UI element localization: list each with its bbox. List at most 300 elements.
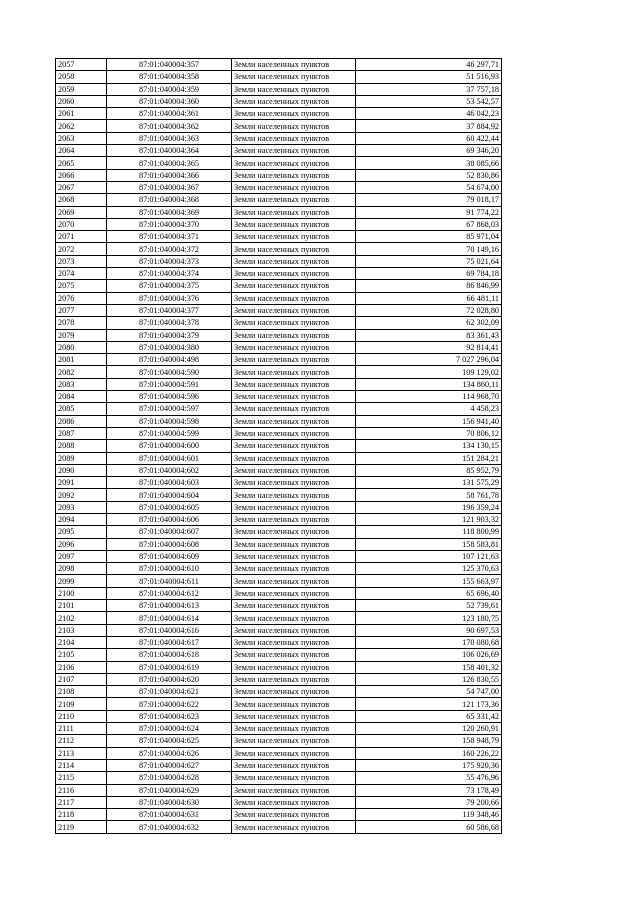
cadastral-number-cell: 87:01:040004:609 [107, 550, 232, 562]
land-category-cell: Земли населенных пунктов [232, 747, 356, 759]
table-row [56, 243, 502, 255]
land-category-cell: Земли населенных пунктов [232, 169, 356, 181]
row-number-cell: 2074 [56, 268, 107, 280]
land-category-cell: Земли населенных пунктов [232, 796, 356, 808]
row-number-cell: 2106 [56, 661, 107, 673]
table-row [56, 403, 502, 415]
cadastral-number-cell: 87:01:040004:376 [107, 292, 232, 304]
row-number-cell: 2086 [56, 415, 107, 427]
cadastral-value-cell: 114 968,70 [356, 391, 502, 403]
cadastral-number-cell: 87:01:040004:610 [107, 563, 232, 575]
cadastral-number-cell: 87:01:040004:373 [107, 255, 232, 267]
cadastral-value-cell: 85 971,04 [356, 231, 502, 243]
row-number-cell: 2096 [56, 538, 107, 550]
cadastral-value-cell: 160 226,22 [356, 747, 502, 759]
cadastral-number-cell: 87:01:040004:607 [107, 526, 232, 538]
row-number-cell: 2063 [56, 132, 107, 144]
cadastral-number-cell: 87:01:040004:616 [107, 624, 232, 636]
cadastral-number-cell: 87:01:040004:498 [107, 354, 232, 366]
cadastral-value-cell: 91 774,22 [356, 206, 502, 218]
land-category-cell: Земли населенных пунктов [232, 563, 356, 575]
cadastral-value-cell: 121 903,32 [356, 513, 502, 525]
cadastral-value-cell: 51 516,93 [356, 71, 502, 83]
land-category-cell: Земли населенных пунктов [232, 206, 356, 218]
table-body [56, 59, 502, 834]
row-number-cell: 2104 [56, 636, 107, 648]
land-category-cell: Земли населенных пунктов [232, 772, 356, 784]
table-row [56, 268, 502, 280]
table-row [56, 710, 502, 722]
cadastral-number-cell: 87:01:040004:358 [107, 71, 232, 83]
land-category-cell: Земли населенных пунктов [232, 354, 356, 366]
table-row [56, 218, 502, 230]
table-row [56, 575, 502, 587]
cadastral-value-cell: 75 021,64 [356, 255, 502, 267]
land-category-cell: Земли населенных пунктов [232, 243, 356, 255]
cadastral-value-table [55, 58, 502, 834]
land-category-cell: Земли населенных пунктов [232, 538, 356, 550]
table-row [56, 132, 502, 144]
table-row [56, 464, 502, 476]
cadastral-value-cell: 109 129,02 [356, 366, 502, 378]
cadastral-number-cell: 87:01:040004:365 [107, 157, 232, 169]
cadastral-value-cell: 54 747,00 [356, 686, 502, 698]
cadastral-value-cell: 60 586,68 [356, 821, 502, 833]
land-category-cell: Земли населенных пунктов [232, 624, 356, 636]
cadastral-value-cell: 79 018,17 [356, 194, 502, 206]
cadastral-number-cell: 87:01:040004:608 [107, 538, 232, 550]
land-category-cell: Земли населенных пунктов [232, 600, 356, 612]
row-number-cell: 2057 [56, 59, 107, 71]
land-category-cell: Земли населенных пунктов [232, 194, 356, 206]
cadastral-number-cell: 87:01:040004:623 [107, 710, 232, 722]
land-category-cell: Земли населенных пунктов [232, 649, 356, 661]
table-row [56, 329, 502, 341]
row-number-cell: 2101 [56, 600, 107, 612]
row-number-cell: 2110 [56, 710, 107, 722]
cadastral-value-cell: 69 346,20 [356, 145, 502, 157]
cadastral-number-cell: 87:01:040004:364 [107, 145, 232, 157]
table-row [56, 440, 502, 452]
cadastral-number-cell: 87:01:040004:357 [107, 59, 232, 71]
table-row [56, 120, 502, 132]
land-category-cell: Земли населенных пунктов [232, 317, 356, 329]
land-category-cell: Земли населенных пунктов [232, 132, 356, 144]
cadastral-number-cell: 87:01:040004:369 [107, 206, 232, 218]
land-category-cell: Земли населенных пунктов [232, 157, 356, 169]
table-row [56, 501, 502, 513]
table-row [56, 145, 502, 157]
row-number-cell: 2108 [56, 686, 107, 698]
cadastral-value-cell: 125 370,63 [356, 563, 502, 575]
row-number-cell: 2119 [56, 821, 107, 833]
table-row [56, 587, 502, 599]
table-row [56, 427, 502, 439]
cadastral-value-cell: 123 180,75 [356, 612, 502, 624]
table-row [56, 747, 502, 759]
land-category-cell: Земли населенных пунктов [232, 181, 356, 193]
cadastral-value-cell: 55 476,96 [356, 772, 502, 784]
table-row [56, 563, 502, 575]
table-row [56, 366, 502, 378]
table-row [56, 194, 502, 206]
cadastral-number-cell: 87:01:040004:604 [107, 489, 232, 501]
table-row [56, 255, 502, 267]
land-category-cell: Земли населенных пунктов [232, 440, 356, 452]
table-row [56, 809, 502, 821]
table-row [56, 59, 502, 71]
table-row [56, 686, 502, 698]
cadastral-value-cell: 79 200,66 [356, 796, 502, 808]
land-category-cell: Земли населенных пунктов [232, 464, 356, 476]
cadastral-number-cell: 87:01:040004:625 [107, 735, 232, 747]
row-number-cell: 2071 [56, 231, 107, 243]
cadastral-value-cell: 65 696,40 [356, 587, 502, 599]
table-row [56, 354, 502, 366]
land-category-cell: Земли населенных пунктов [232, 575, 356, 587]
cadastral-number-cell: 87:01:040004:591 [107, 378, 232, 390]
row-number-cell: 2069 [56, 206, 107, 218]
land-category-cell: Земли населенных пунктов [232, 636, 356, 648]
table-row [56, 317, 502, 329]
cadastral-value-cell: 52 830,86 [356, 169, 502, 181]
row-number-cell: 2098 [56, 563, 107, 575]
row-number-cell: 2070 [56, 218, 107, 230]
table-row [56, 477, 502, 489]
cadastral-number-cell: 87:01:040004:627 [107, 759, 232, 771]
row-number-cell: 2076 [56, 292, 107, 304]
land-category-cell: Земли населенных пунктов [232, 673, 356, 685]
row-number-cell: 2080 [56, 341, 107, 353]
land-category-cell: Земли населенных пунктов [232, 403, 356, 415]
row-number-cell: 2090 [56, 464, 107, 476]
land-category-cell: Земли населенных пунктов [232, 513, 356, 525]
row-number-cell: 2068 [56, 194, 107, 206]
cadastral-value-cell: 67 868,03 [356, 218, 502, 230]
table-row [56, 95, 502, 107]
land-category-cell: Земли населенных пунктов [232, 698, 356, 710]
row-number-cell: 2109 [56, 698, 107, 710]
cadastral-value-cell: 158 948,79 [356, 735, 502, 747]
row-number-cell: 2062 [56, 120, 107, 132]
table-row [56, 784, 502, 796]
table-row [56, 292, 502, 304]
table-row [56, 649, 502, 661]
land-category-cell: Земли населенных пунктов [232, 686, 356, 698]
cadastral-value-cell: 69 784,18 [356, 268, 502, 280]
cadastral-value-cell: 52 739,61 [356, 600, 502, 612]
table-row [56, 169, 502, 181]
row-number-cell: 2065 [56, 157, 107, 169]
cadastral-number-cell: 87:01:040004:378 [107, 317, 232, 329]
table-row [56, 452, 502, 464]
cadastral-value-cell: 4 458,23 [356, 403, 502, 415]
table-row [56, 83, 502, 95]
land-category-cell: Земли населенных пунктов [232, 268, 356, 280]
cadastral-value-cell: 83 361,43 [356, 329, 502, 341]
row-number-cell: 2075 [56, 280, 107, 292]
cadastral-number-cell: 87:01:040004:374 [107, 268, 232, 280]
cadastral-value-cell: 126 830,55 [356, 673, 502, 685]
cadastral-number-cell: 87:01:040004:632 [107, 821, 232, 833]
cadastral-number-cell: 87:01:040004:628 [107, 772, 232, 784]
land-category-cell: Земли населенных пунктов [232, 809, 356, 821]
land-category-cell: Земли населенных пунктов [232, 759, 356, 771]
land-category-cell: Земли населенных пунктов [232, 255, 356, 267]
land-category-cell: Земли населенных пунктов [232, 71, 356, 83]
cadastral-value-cell: 120 260,91 [356, 723, 502, 735]
table-row [56, 489, 502, 501]
cadastral-value-cell: 37 884,92 [356, 120, 502, 132]
cadastral-number-cell: 87:01:040004:603 [107, 477, 232, 489]
cadastral-value-cell: 196 359,24 [356, 501, 502, 513]
land-category-cell: Земли населенных пунктов [232, 710, 356, 722]
cadastral-number-cell: 87:01:040004:361 [107, 108, 232, 120]
table-row [56, 821, 502, 833]
cadastral-value-cell: 170 080,68 [356, 636, 502, 648]
row-number-cell: 2059 [56, 83, 107, 95]
table-row [56, 71, 502, 83]
land-category-cell: Земли населенных пунктов [232, 341, 356, 353]
land-category-cell: Земли населенных пунктов [232, 735, 356, 747]
cadastral-value-cell: 72 028,80 [356, 304, 502, 316]
table-row [56, 231, 502, 243]
cadastral-number-cell: 87:01:040004:372 [107, 243, 232, 255]
cadastral-value-cell: 37 757,18 [356, 83, 502, 95]
row-number-cell: 2116 [56, 784, 107, 796]
table-row [56, 181, 502, 193]
table-row [56, 735, 502, 747]
cadastral-number-cell: 87:01:040004:606 [107, 513, 232, 525]
row-number-cell: 2113 [56, 747, 107, 759]
table-row [56, 538, 502, 550]
land-category-cell: Земли населенных пунктов [232, 145, 356, 157]
cadastral-number-cell: 87:01:040004:359 [107, 83, 232, 95]
cadastral-value-cell: 118 800,99 [356, 526, 502, 538]
cadastral-number-cell: 87:01:040004:590 [107, 366, 232, 378]
cadastral-value-cell: 66 481,11 [356, 292, 502, 304]
cadastral-value-cell: 65 331,42 [356, 710, 502, 722]
row-number-cell: 2077 [56, 304, 107, 316]
land-category-cell: Земли населенных пунктов [232, 477, 356, 489]
cadastral-value-cell: 60 422,44 [356, 132, 502, 144]
cadastral-value-cell: 70 149,16 [356, 243, 502, 255]
cadastral-number-cell: 87:01:040004:619 [107, 661, 232, 673]
table-row [56, 391, 502, 403]
land-category-cell: Земли населенных пунктов [232, 489, 356, 501]
land-category-cell: Земли населенных пунктов [232, 723, 356, 735]
cadastral-value-cell: 85 952,79 [356, 464, 502, 476]
cadastral-number-cell: 87:01:040004:377 [107, 304, 232, 316]
row-number-cell: 2085 [56, 403, 107, 415]
table-row [56, 698, 502, 710]
cadastral-number-cell: 87:01:040004:380 [107, 341, 232, 353]
land-category-cell: Земли населенных пунктов [232, 427, 356, 439]
cadastral-value-cell: 70 806,12 [356, 427, 502, 439]
cadastral-number-cell: 87:01:040004:362 [107, 120, 232, 132]
cadastral-number-cell: 87:01:040004:605 [107, 501, 232, 513]
cadastral-value-cell: 119 348,46 [356, 809, 502, 821]
row-number-cell: 2064 [56, 145, 107, 157]
table-row [56, 206, 502, 218]
row-number-cell: 2079 [56, 329, 107, 341]
row-number-cell: 2081 [56, 354, 107, 366]
land-category-cell: Земли населенных пунктов [232, 95, 356, 107]
row-number-cell: 2072 [56, 243, 107, 255]
table-row [56, 280, 502, 292]
land-category-cell: Земли населенных пунктов [232, 378, 356, 390]
row-number-cell: 2112 [56, 735, 107, 747]
land-category-cell: Земли населенных пунктов [232, 120, 356, 132]
cadastral-number-cell: 87:01:040004:368 [107, 194, 232, 206]
cadastral-number-cell: 87:01:040004:629 [107, 784, 232, 796]
cadastral-value-cell: 156 941,40 [356, 415, 502, 427]
row-number-cell: 2087 [56, 427, 107, 439]
cadastral-number-cell: 87:01:040004:366 [107, 169, 232, 181]
row-number-cell: 2084 [56, 391, 107, 403]
land-category-cell: Земли населенных пунктов [232, 292, 356, 304]
cadastral-value-cell: 46 297,71 [356, 59, 502, 71]
table-row [56, 636, 502, 648]
cadastral-value-cell: 155 663,97 [356, 575, 502, 587]
cadastral-number-cell: 87:01:040004:602 [107, 464, 232, 476]
cadastral-number-cell: 87:01:040004:618 [107, 649, 232, 661]
row-number-cell: 2115 [56, 772, 107, 784]
cadastral-value-cell: 90 697,53 [356, 624, 502, 636]
land-category-cell: Земли населенных пунктов [232, 501, 356, 513]
cadastral-value-cell: 46 042,23 [356, 108, 502, 120]
cadastral-number-cell: 87:01:040004:596 [107, 391, 232, 403]
land-category-cell: Земли населенных пунктов [232, 612, 356, 624]
row-number-cell: 2095 [56, 526, 107, 538]
row-number-cell: 2066 [56, 169, 107, 181]
cadastral-number-cell: 87:01:040004:617 [107, 636, 232, 648]
cadastral-value-cell: 62 302,09 [356, 317, 502, 329]
land-category-cell: Земли населенных пунктов [232, 526, 356, 538]
table-row [56, 341, 502, 353]
table-row [56, 624, 502, 636]
cadastral-value-cell: 134 130,15 [356, 440, 502, 452]
land-category-cell: Земли населенных пунктов [232, 784, 356, 796]
cadastral-number-cell: 87:01:040004:624 [107, 723, 232, 735]
cadastral-value-cell: 107 121,63 [356, 550, 502, 562]
cadastral-number-cell: 87:01:040004:620 [107, 673, 232, 685]
land-category-cell: Земли населенных пунктов [232, 304, 356, 316]
land-category-cell: Земли населенных пунктов [232, 587, 356, 599]
row-number-cell: 2091 [56, 477, 107, 489]
cadastral-number-cell: 87:01:040004:600 [107, 440, 232, 452]
table-row [56, 673, 502, 685]
row-number-cell: 2083 [56, 378, 107, 390]
cadastral-value-cell: 54 674,00 [356, 181, 502, 193]
cadastral-value-cell: 86 846,99 [356, 280, 502, 292]
row-number-cell: 2103 [56, 624, 107, 636]
row-number-cell: 2073 [56, 255, 107, 267]
land-category-cell: Земли населенных пунктов [232, 366, 356, 378]
cadastral-number-cell: 87:01:040004:367 [107, 181, 232, 193]
cadastral-number-cell: 87:01:040004:371 [107, 231, 232, 243]
land-category-cell: Земли населенных пунктов [232, 661, 356, 673]
row-number-cell: 2117 [56, 796, 107, 808]
cadastral-number-cell: 87:01:040004:360 [107, 95, 232, 107]
cadastral-number-cell: 87:01:040004:611 [107, 575, 232, 587]
row-number-cell: 2088 [56, 440, 107, 452]
cadastral-value-cell: 73 178,49 [356, 784, 502, 796]
cadastral-number-cell: 87:01:040004:597 [107, 403, 232, 415]
row-number-cell: 2094 [56, 513, 107, 525]
land-category-cell: Земли населенных пунктов [232, 59, 356, 71]
cadastral-number-cell: 87:01:040004:370 [107, 218, 232, 230]
row-number-cell: 2097 [56, 550, 107, 562]
table-row [56, 723, 502, 735]
table-row [56, 550, 502, 562]
cadastral-number-cell: 87:01:040004:621 [107, 686, 232, 698]
cadastral-number-cell: 87:01:040004:601 [107, 452, 232, 464]
cadastral-value-cell: 7 027 296,04 [356, 354, 502, 366]
land-category-cell: Земли населенных пунктов [232, 280, 356, 292]
row-number-cell: 2093 [56, 501, 107, 513]
cadastral-number-cell: 87:01:040004:379 [107, 329, 232, 341]
cadastral-number-cell: 87:01:040004:363 [107, 132, 232, 144]
cadastral-value-cell: 175 920,36 [356, 759, 502, 771]
cadastral-value-cell: 151 284,21 [356, 452, 502, 464]
land-category-cell: Земли населенных пунктов [232, 329, 356, 341]
cadastral-value-cell: 53 542,57 [356, 95, 502, 107]
land-category-cell: Земли населенных пунктов [232, 391, 356, 403]
table-row [56, 612, 502, 624]
row-number-cell: 2105 [56, 649, 107, 661]
row-number-cell: 2067 [56, 181, 107, 193]
row-number-cell: 2114 [56, 759, 107, 771]
row-number-cell: 2100 [56, 587, 107, 599]
cadastral-number-cell: 87:01:040004:614 [107, 612, 232, 624]
table-row [56, 600, 502, 612]
table-row [56, 796, 502, 808]
cadastral-number-cell: 87:01:040004:612 [107, 587, 232, 599]
table-row [56, 513, 502, 525]
cadastral-number-cell: 87:01:040004:375 [107, 280, 232, 292]
row-number-cell: 2061 [56, 108, 107, 120]
row-number-cell: 2089 [56, 452, 107, 464]
land-category-cell: Земли населенных пунктов [232, 231, 356, 243]
cadastral-value-cell: 121 173,36 [356, 698, 502, 710]
land-category-cell: Земли населенных пунктов [232, 83, 356, 95]
table-row [56, 378, 502, 390]
row-number-cell: 2078 [56, 317, 107, 329]
row-number-cell: 2111 [56, 723, 107, 735]
table-row [56, 108, 502, 120]
land-category-cell: Земли населенных пунктов [232, 550, 356, 562]
land-category-cell: Земли населенных пунктов [232, 821, 356, 833]
table-row [56, 304, 502, 316]
table-row [56, 526, 502, 538]
cadastral-value-cell: 158 401,32 [356, 661, 502, 673]
row-number-cell: 2060 [56, 95, 107, 107]
land-category-cell: Земли населенных пунктов [232, 452, 356, 464]
table-row [56, 661, 502, 673]
row-number-cell: 2058 [56, 71, 107, 83]
cadastral-value-cell: 134 860,11 [356, 378, 502, 390]
cadastral-number-cell: 87:01:040004:631 [107, 809, 232, 821]
cadastral-value-cell: 92 814,41 [356, 341, 502, 353]
cadastral-number-cell: 87:01:040004:630 [107, 796, 232, 808]
cadastral-value-cell: 38 085,66 [356, 157, 502, 169]
cadastral-number-cell: 87:01:040004:622 [107, 698, 232, 710]
cadastral-value-cell: 131 575,29 [356, 477, 502, 489]
table-row [56, 772, 502, 784]
row-number-cell: 2102 [56, 612, 107, 624]
cadastral-number-cell: 87:01:040004:626 [107, 747, 232, 759]
